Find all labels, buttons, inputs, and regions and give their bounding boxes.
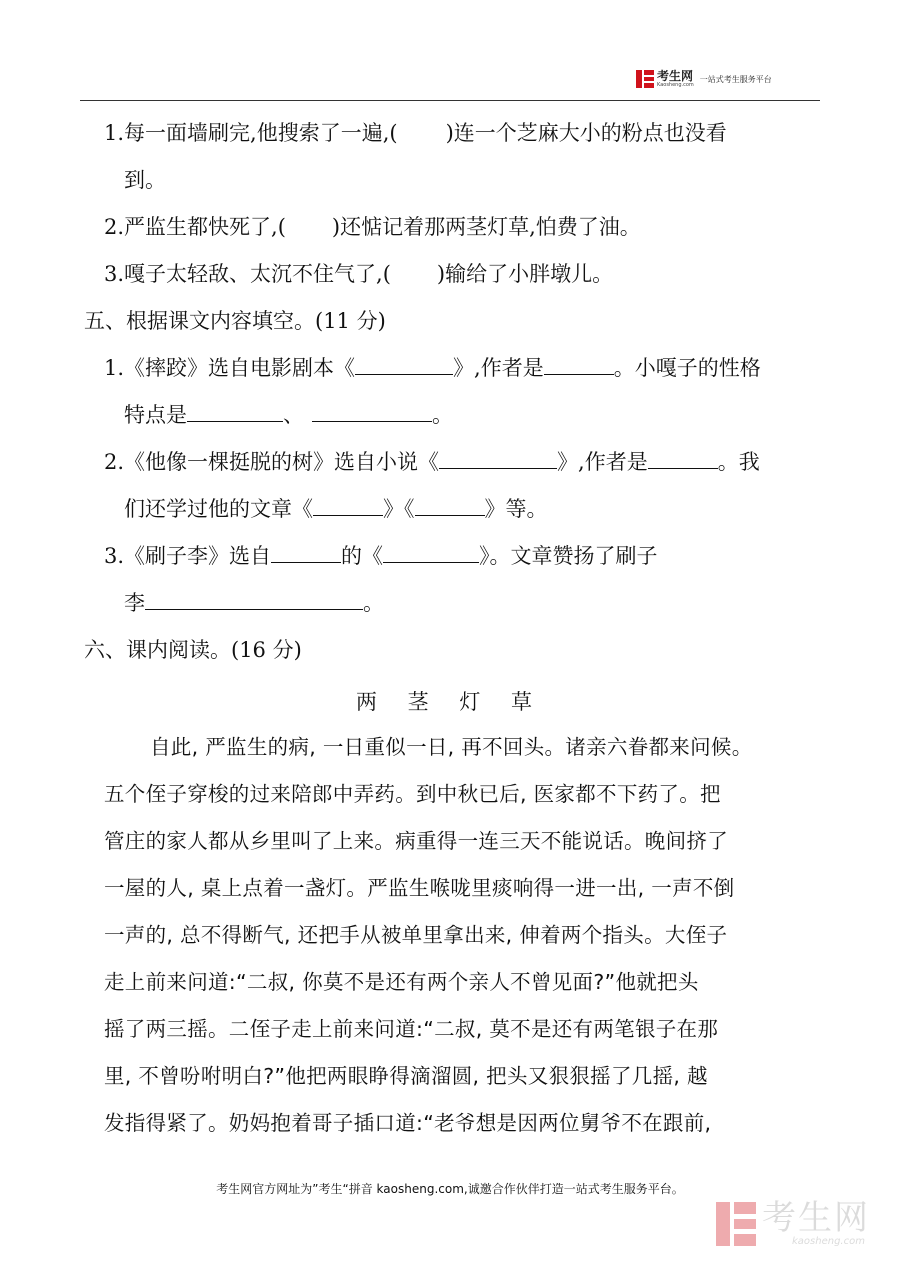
passage-line: 里, 不曾吩咐明白?”他把两眼睁得滴溜圆, 把头又狠狠摇了几摇, 越: [104, 1064, 708, 1088]
passage-line: 摇了两三摇。二侄子走上前来问道:“二叔, 莫不是还有两笔银子在那: [104, 1017, 719, 1041]
passage-line: 一声的, 总不得断气, 还把手从被单里拿出来, 伸着两个指头。大侄子: [104, 923, 728, 947]
s5-question-3: 3.《刷子李》选自 的《 》。文章赞扬了刷子: [104, 544, 658, 568]
blank-line: [145, 591, 363, 610]
blank-line: [544, 356, 614, 375]
s5-question-1-cont: 特点是 、 。: [124, 403, 453, 427]
s5-question-3-cont: 李 。: [124, 591, 384, 615]
passage-line: 发指得紧了。奶妈抱着哥子插口道:“老爷想是因两位舅爷不在跟前,: [104, 1111, 712, 1135]
blank-line: [439, 450, 557, 469]
passage-line: 自此, 严监生的病, 一日重似一日, 再不回头。诸亲六眷都来问候。: [150, 735, 753, 759]
blank-line: [383, 544, 479, 563]
footer-text: 考生网官方网址为”考生“拼音 kaosheng.com,诚邀合作伙伴打造一站式考生服务平台。: [216, 1182, 684, 1196]
passage-line: 五个侄子穿梭的过来陪郎中弄药。到中秋已后, 医家都不下药了。把: [104, 782, 721, 806]
passage-line: 一屋的人, 桌上点着一盏灯。严监生喉咙里痰响得一进一出, 一声不倒: [104, 876, 735, 900]
logo-chinese-text: 考生网: [657, 69, 694, 83]
s5-question-2: 2.《他像一棵挺脱的树》选自小说《 》,作者是 。我: [104, 450, 760, 474]
s5-question-1: 1.《摔跤》选自电影剧本《 》,作者是 。小嘎子的性格: [104, 356, 761, 380]
blank-line: [313, 497, 383, 516]
passage-title: 两 茎 灯 草: [355, 690, 545, 714]
watermark-chinese-text: 考生网: [762, 1198, 870, 1238]
watermark-english-text: kaosheng.com: [792, 1236, 865, 1247]
blank-line: [312, 403, 432, 422]
s4-question-1-cont: 到。: [124, 168, 166, 192]
header-slogan: 一站式考生服务平台: [699, 74, 772, 84]
blank-line: [271, 544, 341, 563]
passage-line: 管庄的家人都从乡里叫了上来。病重得一连三天不能说话。晚间挤了: [104, 829, 728, 853]
kaosheng-logo-icon: [636, 70, 654, 88]
blank-line: [187, 403, 283, 422]
blank-line: [355, 356, 453, 375]
passage-line: 走上前来问道:“二叔, 你莫不是还有两个亲人不曾见面?”他就把头: [104, 970, 699, 994]
watermark: [716, 1198, 870, 1247]
watermark-logo-icon: [716, 1202, 756, 1246]
blank-line: [648, 450, 718, 469]
kaosheng-logo: [636, 70, 772, 88]
section-5-heading: 五、根据课文内容填空。(11 分): [84, 309, 386, 333]
s4-question-1: 1.每一面墙刷完,他搜索了一遍,( )连一个芝麻大小的粉点也没看: [104, 121, 727, 145]
s4-question-2: 2.严监生都快死了,( )还惦记着那两茎灯草,怕费了油。: [104, 215, 641, 239]
s4-question-3: 3.嘎子太轻敌、太沉不住气了,( )输给了小胖墩儿。: [104, 262, 614, 286]
header-divider: [80, 100, 820, 101]
s5-question-2-cont: 们还学过他的文章《 》《 》等。: [124, 497, 548, 521]
blank-line: [415, 497, 485, 516]
section-6-heading: 六、课内阅读。(16 分): [84, 638, 302, 662]
logo-english-text: Kaosheng.com: [657, 82, 694, 88]
